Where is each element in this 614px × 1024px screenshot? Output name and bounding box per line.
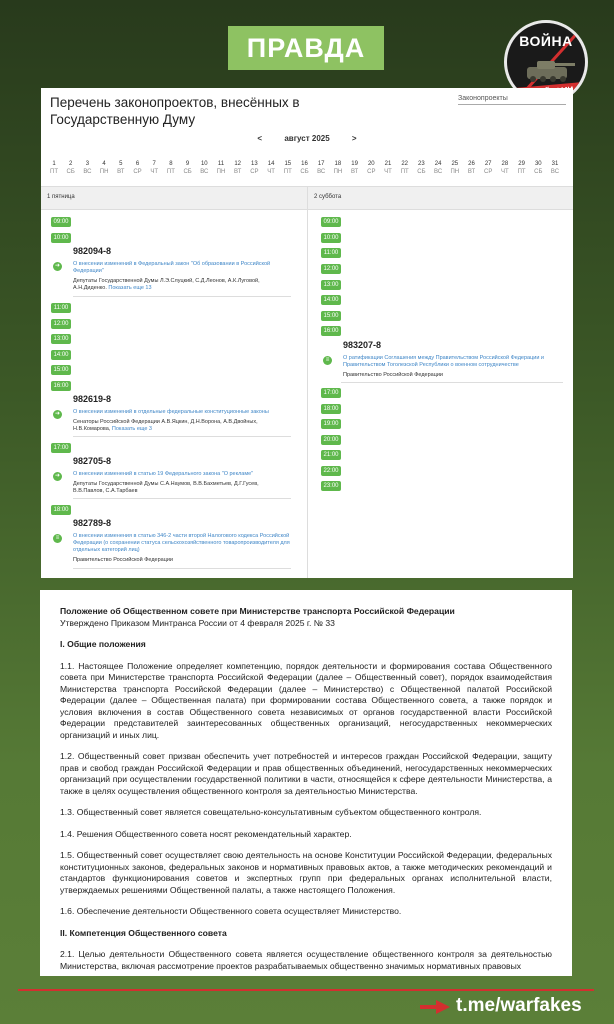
arrow-right-icon: ➜ <box>54 263 61 269</box>
show-more-link[interactable]: Показать еще 3 <box>111 426 152 432</box>
day-cell[interactable]: 18 ПН <box>333 161 343 175</box>
bill-number: 982094-8 <box>73 246 112 256</box>
day-cell[interactable]: 25 ПН <box>450 161 460 175</box>
time-slot[interactable]: 22:00 <box>321 466 341 476</box>
day-cell[interactable]: 15 ПТ <box>283 161 292 175</box>
day-cell[interactable]: 27 СР <box>484 161 493 175</box>
footer-divider <box>18 989 594 991</box>
day-cell[interactable]: 7 ЧТ <box>150 161 159 175</box>
page-title: Перечень законопроектов, внесённых в Государственную Думу <box>50 95 300 127</box>
day-cell[interactable]: 22 ПТ <box>400 161 409 175</box>
document-subtitle: Утверждено Приказом Минтранса России от 4 февраля 2025 г. № 33 <box>60 617 335 628</box>
time-slot[interactable]: 15:00 <box>51 365 71 375</box>
divider <box>341 382 563 383</box>
day-cell[interactable]: 14 ЧТ <box>267 161 275 175</box>
day-cell[interactable]: 21 ЧТ <box>384 161 392 175</box>
bill-authors: Правительство Российской Федерации <box>343 372 443 378</box>
time-slot[interactable]: 10:00 <box>51 233 71 243</box>
day-cell[interactable]: 19 ВТ <box>350 161 359 175</box>
arrow-right-icon: ➜ <box>54 473 61 479</box>
day-cell[interactable]: 4 ПН <box>99 161 109 175</box>
document-title: Положение об Общественном совете при Министерстве транспорта Российской Федерации <box>60 606 455 616</box>
bill-item[interactable] <box>53 518 291 564</box>
day-cell[interactable]: 13 СР <box>250 161 259 175</box>
bill-number: 982619-8 <box>73 394 112 404</box>
month-label: август 2025 <box>284 134 330 143</box>
search-input[interactable]: Законопроекты <box>458 95 566 105</box>
time-slot[interactable]: 16:00 <box>51 381 71 391</box>
tank-icon <box>521 53 577 85</box>
duma-screenshot <box>41 88 573 578</box>
bill-item[interactable] <box>323 340 567 379</box>
column-divider <box>307 186 308 578</box>
time-slot[interactable]: 17:00 <box>321 388 341 398</box>
time-slot[interactable]: 20:00 <box>321 435 341 445</box>
arrow-right-icon <box>420 1000 450 1014</box>
day-cell[interactable]: 5 ВТ <box>117 161 125 175</box>
column-header-day1: 1 пятница <box>41 186 307 210</box>
bill-title-link[interactable]: О внесении изменения в статью 346-2 части второй Налогового кодекса Российской Федерации (о сохранении статуса сельскохозяйственного товаропроизводителя для отдельных категорий лиц) <box>73 533 290 553</box>
day-cell[interactable]: 12 ВТ <box>234 161 242 175</box>
day-cell[interactable]: 20 СР <box>367 161 376 175</box>
paragraph: 1.1. Настоящее Положение определяет компетенцию, порядок деятельности и формирования состава Общественного совета при Министерстве транспорта Российской Федерации (далее – Общественный совет), порядок взаимодействия Министерства транспорта Российской Федерации (далее – Министерство) с Общественной палатой Российской Федерации (далее – Общественная палата) при формировании состава Общественного совета, а также порядок и условия включения в состав Общественного совета независимых от органов государственной власти Российской Федерации представителей заинтересованных общественных организаций, негосударственных некоммерческих организаций и иных лиц. <box>60 660 552 740</box>
bill-title-link[interactable]: О внесении изменений в Федеральный закон "Об образовании в Российской Федерации" <box>73 261 271 274</box>
day-cell[interactable]: 9 СБ <box>183 161 192 175</box>
section-heading: II. Компетенция Общественного совета <box>60 927 227 938</box>
day-cell[interactable]: 16 СБ <box>300 161 309 175</box>
day-cell[interactable]: 8 ПТ <box>166 161 175 175</box>
paragraph: 2.1. Целью деятельности Общественного совета является осуществление общественного контроля за деятельностью Министерства, включая рассмотрение проектов разрабатываемых общественно значимых нормативных правовых <box>60 949 552 971</box>
paragraph: 1.4. Решения Общественного совета носят рекомендательный характер. <box>60 828 352 839</box>
telegram-link[interactable]: t.me/warfakes <box>456 995 582 1016</box>
day-cell[interactable]: 23 СБ <box>417 161 426 175</box>
show-more-link[interactable]: Показать еще 13 <box>108 285 152 291</box>
bill-authors: Депутаты Государственной Думы С.А.Наумов, В.В.Бахметьев, Д.Г.Гусев, В.В.Павлов, С.А.Тарбаев <box>73 481 259 494</box>
paragraph: 1.2. Общественный совет призван обеспечить учет потребностей и интересов граждан Российской Федерации, защиту прав и свобод граждан Российской Федерации и прав общественных объединений, негосударственных некоммерческих организаций при осуществлении государственной политики в части, относящейся к сфере деятельности Министерства, а также в целях осуществления общественного контроля за деятельностью Министерства. <box>60 751 552 796</box>
day-cell[interactable]: 11 ПН <box>216 161 226 175</box>
time-slot[interactable]: 19:00 <box>321 419 341 429</box>
arrow-right-icon: ➜ <box>54 411 61 417</box>
divider <box>73 436 291 437</box>
time-slot[interactable]: 17:00 <box>51 443 71 453</box>
day-cell[interactable]: 3 ВС <box>83 161 92 175</box>
day-cell[interactable]: 6 СР <box>133 161 142 175</box>
bill-authors: Депутаты Государственной Думы Л.Э.Слуцкий, С.Д.Леонов, А.К.Луговой, А.Н.Диденко. Показать еще 13 <box>73 278 260 291</box>
time-slot[interactable]: 11:00 <box>51 303 71 313</box>
document-screenshot <box>40 590 572 976</box>
day-strip <box>47 160 567 180</box>
time-slot[interactable]: 18:00 <box>51 505 71 515</box>
bill-authors: Правительство Российской Федерации <box>73 557 173 563</box>
month-switcher <box>41 134 573 143</box>
paragraph: 1.6. Обеспечение деятельности Общественного совета осуществляет Министерство. <box>60 906 402 916</box>
prev-month-button[interactable]: < <box>257 134 263 143</box>
day-cell[interactable]: 2 СБ <box>66 161 75 175</box>
day-cell[interactable]: 10 ВС <box>200 161 209 175</box>
paragraph: 1.5. Общественный совет осуществляет свою деятельность на основе Конституции Российской Федерации, федеральных конституционных законов, федеральных законов и нормативных правовых актов, а также методических рекомендаций и стандартов функционирования советов и экспертных групп при федеральных органах исполнительной власти, утверждаемых решениями Общественной палаты, а также настоящего Положения. <box>60 850 552 895</box>
paragraph: 1.3. Общественный совет является совещательно-консультативным субъектом общественного контроля. <box>60 807 482 817</box>
day-cell[interactable]: 31 ВС <box>550 161 560 175</box>
time-slot[interactable]: 13:00 <box>321 280 341 290</box>
document-icon: ≡ <box>53 534 62 543</box>
time-slot[interactable]: 21:00 <box>321 450 341 460</box>
time-slot[interactable]: 12:00 <box>51 319 71 329</box>
time-slot[interactable]: 15:00 <box>321 311 341 321</box>
bill-number: 982705-8 <box>73 456 112 466</box>
day-cell[interactable]: 17 ВС <box>317 161 326 175</box>
time-slot[interactable]: 10:00 <box>321 233 341 243</box>
section-heading: I. Общие положения <box>60 639 146 649</box>
pravda-badge: ПРАВДА <box>228 26 384 70</box>
time-slot[interactable]: 09:00 <box>51 217 71 227</box>
time-slot[interactable]: 16:00 <box>321 326 341 336</box>
day-cell[interactable]: 28 ЧТ <box>501 161 509 175</box>
time-slot[interactable]: 12:00 <box>321 264 341 274</box>
bill-authors: Сенаторы Российской Федерации А.В.Яцкин, Д.Н.Ворона, А.В.Двойных, Н.В.Комарова, Показать еще 3 <box>73 419 258 432</box>
time-slot[interactable]: 14:00 <box>321 295 341 305</box>
time-slot[interactable]: 14:00 <box>51 350 71 360</box>
bill-number: 982789-8 <box>73 518 112 528</box>
time-slot[interactable]: 11:00 <box>321 248 341 258</box>
divider <box>73 568 291 569</box>
bill-title-link[interactable]: О внесении изменений в отдельные федеральные конституционные законы <box>73 409 269 415</box>
time-slot[interactable]: 18:00 <box>321 404 341 414</box>
bill-number: 983207-8 <box>343 340 382 350</box>
bill-title-link[interactable]: О ратификации Соглашения между Правительством Российской Федерации и Правительством Тоголезской Республики о военном сотрудничестве <box>343 355 544 368</box>
time-slot[interactable]: 13:00 <box>51 334 71 344</box>
day-cell[interactable]: 24 ВС <box>434 161 443 175</box>
bill-item[interactable] <box>53 394 291 433</box>
day-cell[interactable]: 1 ПТ <box>50 161 58 175</box>
divider <box>73 498 291 499</box>
bill-title-link[interactable]: О внесении изменений в статью 19 Федерального закона "О рекламе" <box>73 471 254 477</box>
column-header-day2: 2 суббота <box>308 186 573 210</box>
document-icon: ≡ <box>323 356 332 365</box>
bill-item[interactable] <box>53 456 291 495</box>
time-slot[interactable]: 09:00 <box>321 217 341 227</box>
day-cell[interactable]: 30 СБ <box>534 161 543 175</box>
next-month-button[interactable]: > <box>351 134 357 143</box>
divider <box>73 296 291 297</box>
bill-item[interactable] <box>53 246 291 292</box>
day-cell[interactable]: 29 ПТ <box>517 161 526 175</box>
day-cell[interactable]: 26 ВТ <box>467 161 476 175</box>
time-slot[interactable]: 23:00 <box>321 481 341 491</box>
logo-title: ВОЙНА <box>519 33 573 49</box>
